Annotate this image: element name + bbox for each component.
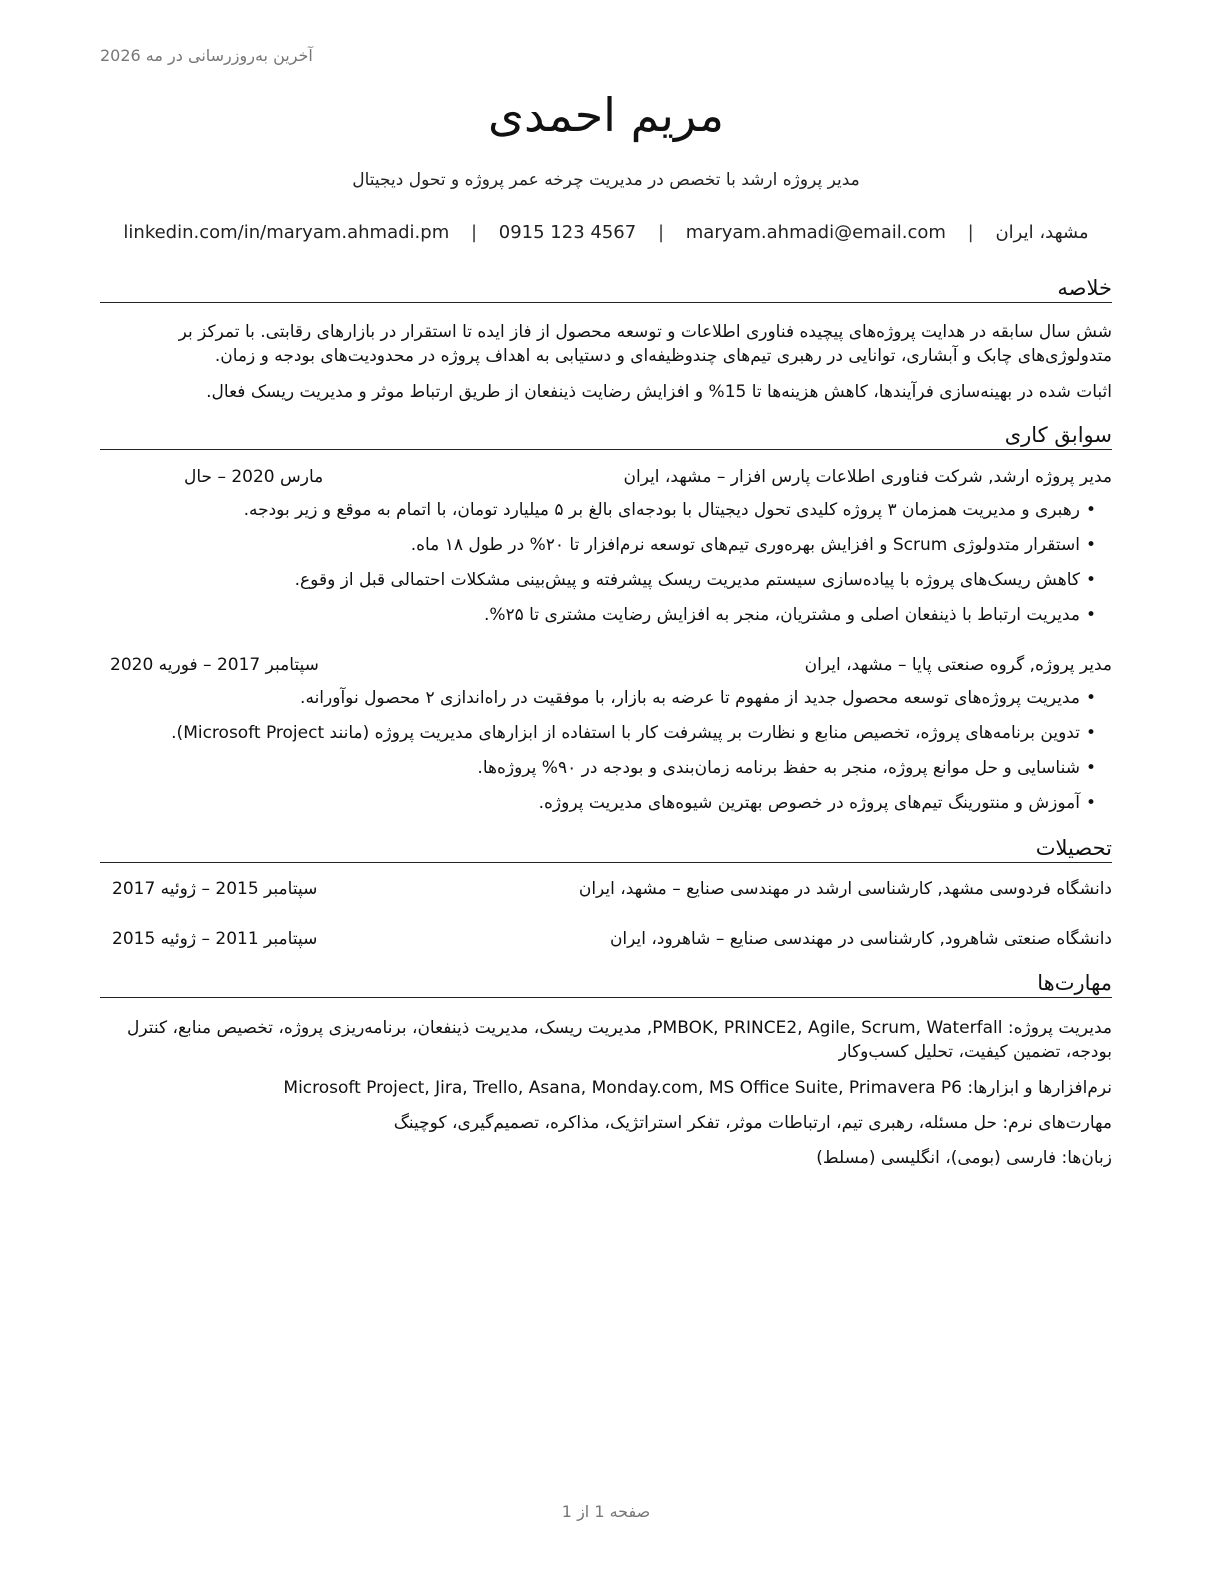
contact-separator: | bbox=[657, 222, 665, 243]
contact-separator: | bbox=[967, 222, 974, 243]
job-bullets bbox=[100, 686, 1096, 826]
job-title: مدیر پروژه ارشد, شرکت فناوری اطلاعات پارس افزار – مشهد، ایران bbox=[623, 467, 1112, 487]
list-item: • آموزش و منتورینگ تیم‌های پروژه در خصوص بهترین شیوه‌های مدیریت پروژه. bbox=[100, 791, 1096, 815]
person-name: مریم احمدی bbox=[487, 88, 725, 142]
job-date: سپتامبر 2017 – فوریه 2020 bbox=[110, 655, 319, 675]
contact-separator: | bbox=[470, 222, 478, 243]
summary-paragraph-1: شش سال سابقه در هدایت پروژه‌های پیچیده فناوری اطلاعات و توسعه محصول از فاز ایده تا استقرار در بازارهای رقابتی. با تمرکز بر متدولوژی‌های چابک و آبشاری، توانایی در رهبری تیم‌های چندوظیفه‌ای و دستیابی به اهداف پروژه در محدودیت‌های بودجه و زمان. bbox=[178, 322, 1112, 366]
page-number: صفحه 1 از 1 bbox=[561, 1502, 651, 1521]
list-item: • شناسایی و حل موانع پروژه، منجر به حفظ برنامه زمان‌بندی و بودجه در ۹۰% پروژه‌ها. bbox=[100, 756, 1096, 780]
contact-line bbox=[100, 222, 1112, 243]
list-item: • استقرار متدولوژی Scrum و افزایش بهره‌وری تیم‌های توسعه نرم‌افزار تا ۲۰% در طول ۱۸ ماه. bbox=[100, 533, 1096, 557]
job-date: مارس 2020 – حال bbox=[184, 467, 324, 487]
skills-soft: مهارت‌های نرم: حل مسئله، رهبری تیم، ارتباطات موثر، تفکر استراتژیک، مذاکره، تصمیم‌گیری، کوچینگ bbox=[393, 1113, 1112, 1133]
skills-software-tools: نرم‌افزارها و ابزارها: Microsoft Project, Jira, Trello, Asana, Monday.com, MS Office Suite, Primavera P6 bbox=[283, 1078, 1112, 1098]
contact-linkedin[interactable]: linkedin.com/in/maryam.ahmadi.pm bbox=[123, 222, 450, 243]
education-title: دانشگاه فردوسی مشهد, کارشناسی ارشد در مهندسی صنایع – مشهد، ایران bbox=[578, 879, 1112, 899]
skills-languages: زبان‌ها: فارسی (بومی)، انگلیسی (مسلط) bbox=[816, 1148, 1112, 1168]
education-title: دانشگاه صنعتی شاهرود, کارشناسی در مهندسی صنایع – شاهرود، ایران bbox=[609, 929, 1112, 949]
skills-project-management: مدیریت پروژه: PMBOK, PRINCE2, Agile, Scrum, Waterfall, مدیریت ریسک، مدیریت ذینفعان، برنامه‌ریزی پروژه، تخصیص منابع، کنترل بودجه، تضمین کیفیت، تحلیل کسب‌وکار bbox=[126, 1018, 1112, 1062]
contact-location: مشهد، ایران bbox=[995, 222, 1089, 243]
summary-paragraph-2: اثبات شده در بهینه‌سازی فرآیندها، کاهش هزینه‌ها تا 15% و افزایش رضایت ذینفعان از طریق ارتباط موثر و مدیریت ریسک فعال. bbox=[206, 382, 1112, 402]
contact-email[interactable]: maryam.ahmadi@email.com bbox=[685, 222, 946, 243]
experience-heading: سوابق کاری bbox=[100, 423, 1112, 450]
list-item: • کاهش ریسک‌های پروژه با پیاده‌سازی سیستم مدیریت ریسک پیشرفته و پیش‌بینی مشکلات احتمالی قبل از وقوع. bbox=[100, 568, 1096, 592]
resume-page bbox=[100, 0, 1112, 1584]
list-item: • تدوین برنامه‌های پروژه، تخصیص منابع و نظارت بر پیشرفت کار با استفاده از ابزارهای مدیریت پروژه (مانند Microsoft Project). bbox=[100, 721, 1096, 745]
job-title: مدیر پروژه, گروه صنعتی پایا – مشهد، ایران bbox=[804, 655, 1112, 675]
contact-phone[interactable]: 0915 123 4567 bbox=[498, 222, 637, 243]
last-updated-note: آخرین به‌روزرسانی در مه 2026 bbox=[100, 46, 313, 65]
job-bullets bbox=[100, 498, 1096, 638]
list-item: • رهبری و مدیریت همزمان ۳ پروژه کلیدی تحول دیجیتال با بودجه‌ای بالغ بر ۵ میلیارد تومان، با اتمام به موقع و زیر بودجه. bbox=[100, 498, 1096, 522]
list-item: • مدیریت پروژه‌های توسعه محصول جدید از مفهوم تا عرضه به بازار، با موفقیت در راه‌اندازی ۲ محصول نوآورانه. bbox=[100, 686, 1096, 710]
education-date: سپتامبر 2011 – ژوئیه 2015 bbox=[112, 929, 318, 949]
skills-heading: مهارت‌ها bbox=[100, 971, 1112, 998]
professional-subtitle: مدیر پروژه ارشد با تخصص در مدیریت چرخه عمر پروژه و تحول دیجیتال bbox=[352, 170, 860, 190]
list-item: • مدیریت ارتباط با ذینفعان اصلی و مشتریان، منجر به افزایش رضایت مشتری تا ۲۵%. bbox=[100, 603, 1096, 627]
education-heading: تحصیلات bbox=[100, 836, 1112, 863]
education-date: سپتامبر 2015 – ژوئیه 2017 bbox=[112, 879, 318, 899]
summary-heading: خلاصه bbox=[100, 276, 1112, 303]
